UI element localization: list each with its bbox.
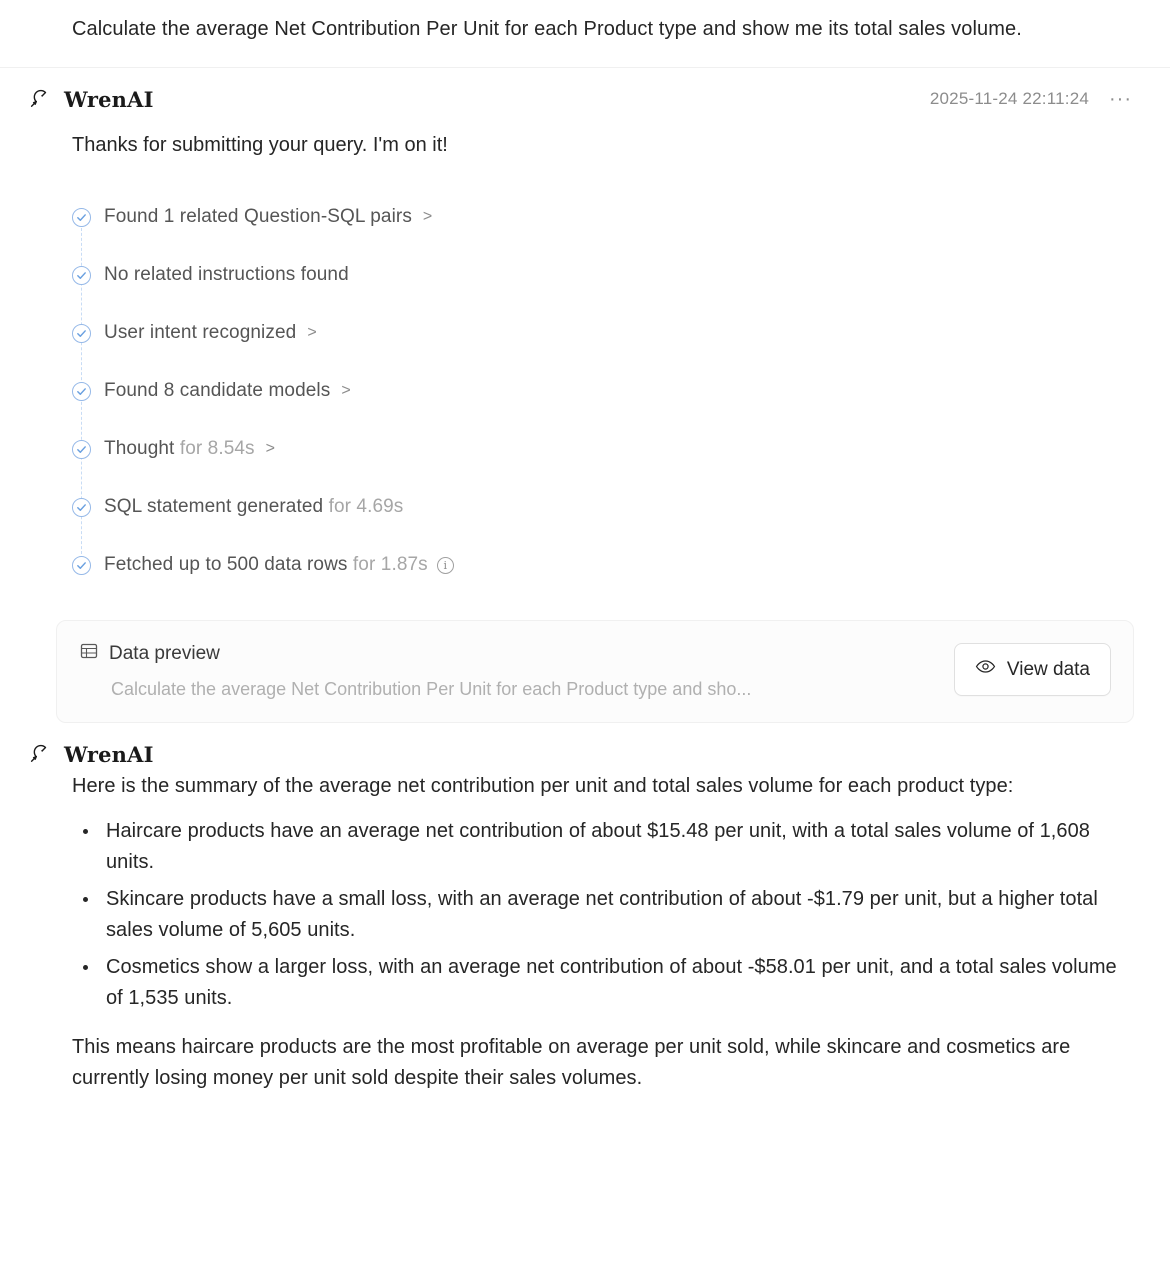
data-preview-title: Data preview [109, 643, 220, 664]
chevron-right-icon[interactable]: > [422, 208, 433, 225]
check-circle-icon [72, 556, 91, 575]
summary-body [26, 771, 1134, 1094]
data-preview-subtitle: Calculate the average Net Contribution Per Unit for each Product type and sho... [111, 679, 752, 699]
list-item: • Haircare products have an average net contribution of about $15.48 per unit, with a total sales volume of 1,608 units. [100, 816, 1128, 878]
check-circle-icon [72, 324, 91, 343]
check-circle-icon [72, 440, 91, 459]
check-circle-icon [72, 498, 91, 517]
process-step[interactable] [72, 362, 1134, 420]
process-step-label: SQL statement generated for 4.69s [104, 496, 404, 517]
process-step [72, 246, 1134, 304]
view-data-button[interactable] [954, 643, 1111, 696]
process-step[interactable] [72, 188, 1134, 246]
summary-closing: This means haircare products are the most profitable on average per unit sold, while skincare and cosmetics are currently losing money per unit sold despite their sales volumes. [72, 1036, 1071, 1089]
assistant-intro-text: Thanks for submitting your query. I'm on it! [72, 134, 448, 156]
summary-bullet-list [72, 816, 1128, 1014]
assistant-header-2 [26, 723, 1134, 771]
data-preview-content [79, 641, 936, 700]
process-step-label: Found 1 related Question-SQL pairs [104, 206, 412, 227]
chevron-right-icon[interactable]: > [341, 382, 351, 399]
wrenai-logo-icon [26, 741, 52, 767]
assistant-message-process [0, 68, 1170, 723]
process-step-label: Thought for 8.54s [104, 438, 255, 459]
process-step-label: User intent recognized [104, 322, 297, 343]
process-step[interactable] [72, 304, 1134, 362]
process-step-label: Found 8 candidate models [104, 380, 331, 401]
check-circle-icon [72, 382, 91, 401]
wrenai-logo-icon [26, 86, 52, 112]
summary-lead: Here is the summary of the average net contribution per unit and total sales volume for each product type: [72, 775, 1014, 797]
message-timestamp: 2025-11-24 22:11:24 [929, 89, 1090, 108]
data-preview-card [56, 620, 1134, 723]
data-preview-title-row [79, 641, 936, 667]
view-data-label: View data [1006, 658, 1090, 680]
table-icon [79, 641, 99, 667]
assistant-name: WrenAI [64, 741, 154, 767]
process-step-label: Fetched up to 500 data rows for 1.87s [104, 554, 428, 575]
process-step-duration: for 1.87s [352, 554, 428, 575]
process-step [72, 478, 1134, 536]
process-step [72, 536, 1134, 594]
user-query-text: Calculate the average Net Contribution Per Unit for each Product type and show me its total sales volume. [72, 18, 1022, 40]
assistant-message-summary [0, 723, 1170, 1094]
user-query-block [0, 0, 1170, 68]
more-options-icon[interactable]: ··· [1109, 88, 1132, 110]
assistant-header-right [930, 89, 1134, 109]
process-steps-list [72, 188, 1134, 594]
chevron-right-icon[interactable]: > [307, 324, 317, 341]
process-step-duration: for 4.69s [328, 496, 404, 517]
list-item: • Skincare products have a small loss, with an average net contribution of about -$1.79 per unit, but a higher total sales volume of 5,605 units. [100, 884, 1128, 946]
info-icon[interactable]: i [437, 557, 454, 574]
check-circle-icon [72, 266, 91, 285]
check-circle-icon [72, 208, 91, 227]
list-item: • Cosmetics show a larger loss, with an average net contribution of about -$58.01 per unit, and a total sales volume of 1,535 units. [100, 952, 1128, 1014]
chevron-right-icon[interactable]: > [265, 440, 275, 457]
assistant-name: WrenAI [64, 86, 154, 112]
process-step-duration: for 8.54s [179, 438, 255, 459]
eye-icon [975, 656, 996, 683]
assistant-header [26, 68, 1134, 116]
process-step-label: No related instructions found [104, 264, 349, 285]
process-step[interactable] [72, 420, 1134, 478]
